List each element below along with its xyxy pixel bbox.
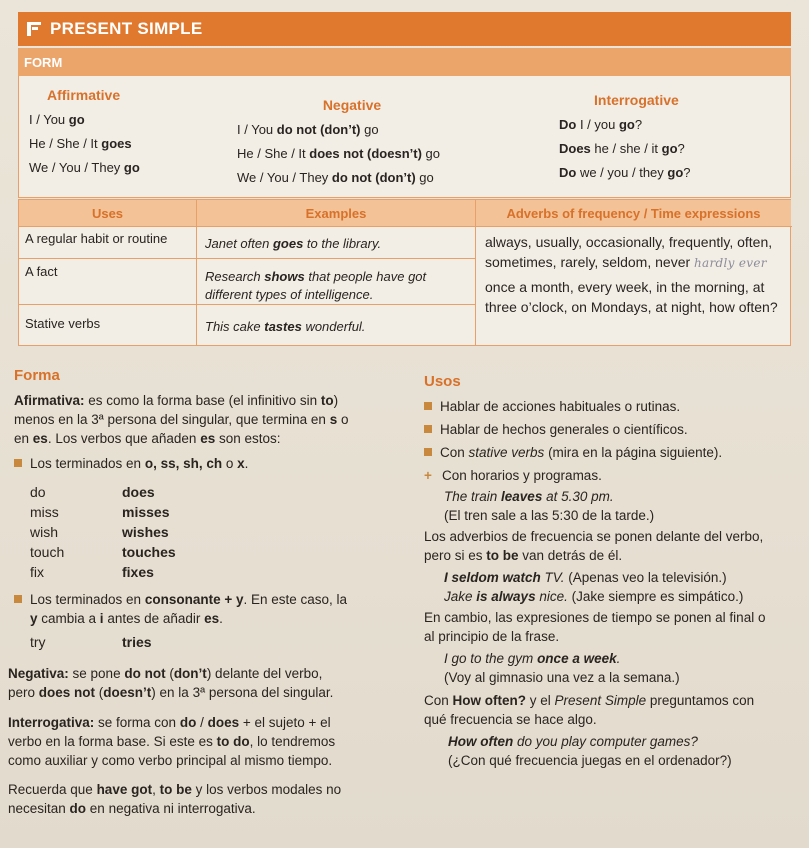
- forma-title: Forma: [14, 367, 60, 384]
- page-title: PRESENT SIMPLE: [50, 19, 203, 38]
- examples-header: Examples: [197, 200, 475, 226]
- interrogative-line: Does he / she / it go?: [559, 141, 685, 156]
- interrogative-line: Do I / you go?: [559, 117, 643, 132]
- bullet-square-icon: [424, 402, 432, 410]
- usos-title: Usos: [424, 373, 461, 390]
- negative-line: He / She / It does not (doesn’t) go: [237, 146, 441, 161]
- row-divider: [19, 258, 476, 259]
- affirmative-line: I / You go: [29, 112, 85, 127]
- usos-bullet: Hablar de hechos generales o científicos.: [424, 420, 804, 439]
- verb-list: do does miss misses wish wishes touch touches fix fixes: [30, 484, 176, 580]
- negativa-paragraph: Negativa: se pone do not (don’t) delante del verbo, pero does not (doesn’t) en la 3ª persona del singular.: [8, 666, 334, 700]
- plus-icon: +: [424, 468, 432, 483]
- usos-section: [424, 372, 804, 770]
- use-cell: Stative verbs: [25, 316, 101, 331]
- negative-line: I / You do not (don’t) go: [237, 122, 379, 137]
- affirmative-title: Affirmative: [47, 87, 121, 103]
- row-divider: [19, 226, 792, 227]
- bullet-square-icon: [14, 459, 22, 467]
- row-divider: [19, 304, 476, 305]
- affirmative-line: He / She / It goes: [29, 136, 132, 151]
- example-cell: Janet often goes to the library.: [205, 236, 382, 251]
- adverbs-paragraph: Los adverbios de frecuencia se ponen delante del verbo, pero si es to be van detrás de él.: [424, 529, 764, 563]
- usos-bullet: + Con horarios y programas.: [424, 468, 602, 483]
- section-header: [18, 12, 791, 46]
- example-sentence: I seldom watch TV. (Apenas veo la televisión.): [444, 570, 727, 585]
- example-sentence: Jake is always nice. (Jake siempre es simpático.): [444, 589, 744, 604]
- example-sentence: I go to the gym once a week.: [444, 651, 621, 666]
- uses-header: Uses: [19, 200, 196, 226]
- example-translation: (¿Con qué frecuencia juegas en el ordenador?): [448, 753, 732, 768]
- recuerda-paragraph: Recuerda que have got, to be y los verbos modales no necesitan do en negativa ni interrogativa.: [8, 782, 342, 816]
- terminations-bullet: Los terminados en o, ss, sh, ch o x.: [14, 454, 394, 473]
- use-cell: A fact: [25, 264, 58, 279]
- interrogative-title: Interrogative: [594, 92, 679, 108]
- example-cell: Research shows that people have got different types of intelligence.: [205, 269, 427, 302]
- column-divider: [196, 200, 197, 345]
- usos-bullet: Con stative verbs (mira en la página siguiente).: [424, 443, 804, 462]
- negative-column: [237, 96, 467, 190]
- adverbs-cell: [485, 232, 789, 317]
- example-translation: (El tren sale a las 5:30 de la tarde.): [444, 508, 655, 523]
- example-sentence: How often do you play computer games?: [448, 734, 698, 749]
- use-cell: A regular habit or routine: [25, 231, 168, 246]
- bullet-square-icon: [424, 425, 432, 433]
- forma-section: [14, 366, 394, 473]
- time-expressions: once a month, every week, in the morning, at three o’clock, on Mondays, at night, how often?: [485, 279, 778, 315]
- adverbs-list: always, usually, occasionally, frequently, often, sometimes, rarely, seldom, never: [485, 234, 773, 270]
- adverbs-header: Adverbs of frequency / Time expressions: [476, 200, 791, 226]
- example-cell: This cake tastes wonderful.: [205, 319, 366, 334]
- column-divider: [475, 200, 476, 345]
- interrogativa-paragraph: Interrogativa: se forma con do / does + el sujeto + el verbo en la forma base. Si este es to do, lo tendremos como auxiliar y como verbo principal al mismo tiempo.: [8, 715, 336, 768]
- affirmative-column: [29, 86, 199, 180]
- example-translation: (Voy al gimnasio una vez a la semana.): [444, 670, 680, 685]
- form-label: FORM: [24, 54, 63, 70]
- bullet-square-icon: [14, 595, 22, 603]
- verb-list: try tries: [30, 634, 152, 650]
- afirmativa-paragraph: Afirmativa: es como la forma base (el infinitivo sin to) menos en la 3ª persona del singular, que termina en s o en es. Los verbos que añaden es son estos:: [14, 393, 349, 446]
- handwritten-note: hardly ever: [694, 256, 767, 270]
- expressions-paragraph: En cambio, las expresiones de tiempo se ponen al final o al principio de la frase.: [424, 610, 766, 644]
- usos-bullet: Hablar de acciones habituales o rutinas.: [424, 397, 804, 416]
- consonant-bullet: Los terminados en consonante + y. En este caso, la y cambia a i antes de añadir es.: [14, 590, 399, 628]
- flag-icon: [26, 21, 42, 37]
- uses-table: [18, 199, 791, 346]
- negative-line: We / You / They do not (don’t) go: [237, 170, 434, 185]
- how-often-paragraph: Con How often? y el Present Simple preguntamos con qué frecuencia se hace algo.: [424, 693, 755, 727]
- affirmative-line: We / You / They go: [29, 160, 140, 175]
- negative-title: Negative: [322, 97, 382, 113]
- form-panel: [18, 76, 791, 198]
- bullet-square-icon: [424, 448, 432, 456]
- example-sentence: The train leaves at 5.30 pm.: [444, 489, 614, 504]
- form-subheader: [18, 48, 791, 76]
- interrogative-line: Do we / you / they go?: [559, 165, 691, 180]
- interrogative-column: [559, 91, 759, 185]
